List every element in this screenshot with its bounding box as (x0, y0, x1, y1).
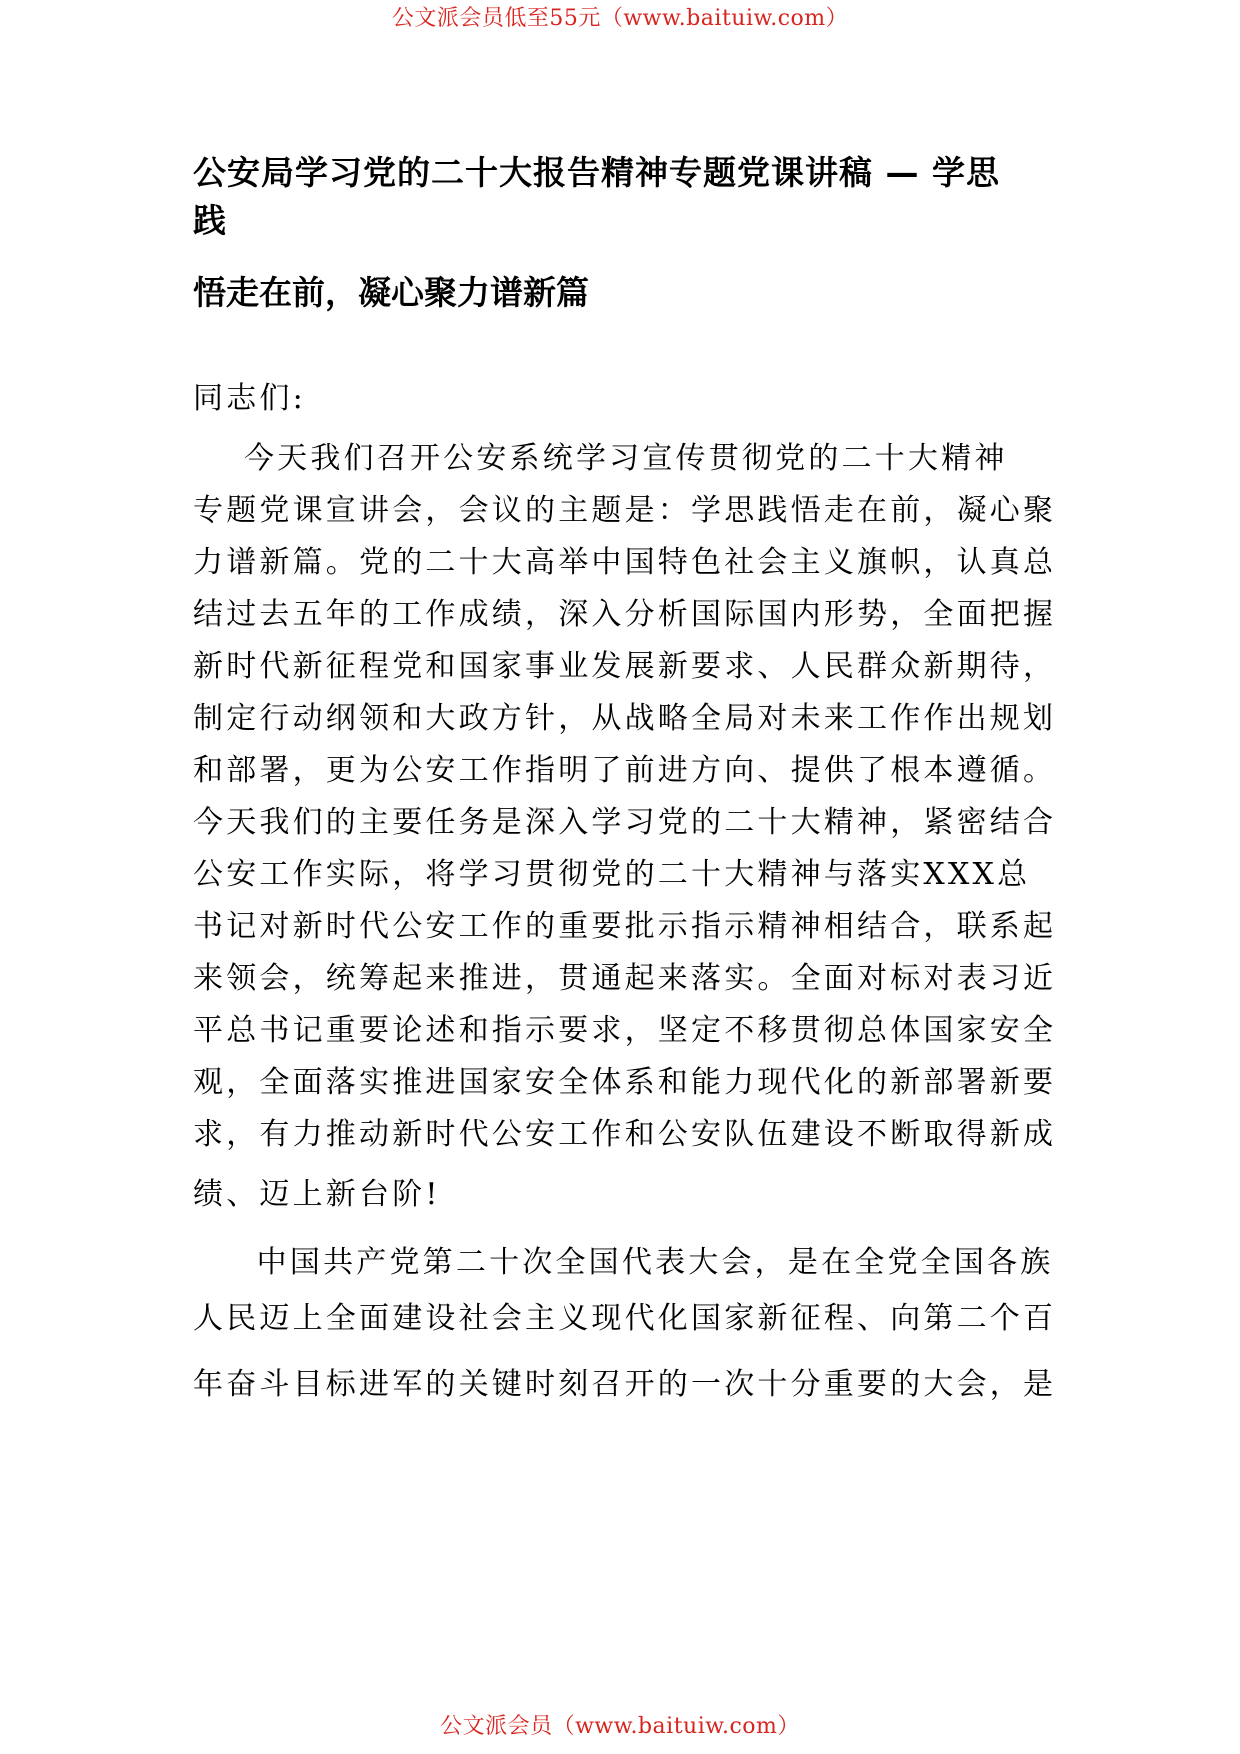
document-title-line-3: 悟走在前，凝心聚力谱新篇 (193, 273, 589, 312)
paragraph-1-line: 结过去五年的工作成绩，深入分析国际国内形势，全面把握 (193, 597, 1057, 632)
paragraph-2-line: 人民迈上全面建设社会主义现代化国家新征程、向第二个百 (193, 1301, 1057, 1336)
document-title-line-2: 践 (193, 201, 226, 240)
paragraph-1-line: 制定行动纲领和大政方针，从战略全局对未来工作作出规划 (193, 701, 1057, 736)
header-banner: 公文派会员低至55元（www.baituiw.com） (391, 6, 849, 31)
paragraph-1-line: 新时代新征程党和国家事业发展新要求、人民群众新期待， (193, 649, 1057, 684)
paragraph-1-line: 书记对新时代公安工作的重要批示指示精神相结合，联系起 (193, 909, 1057, 944)
paragraph-1-line: 专题党课宣讲会，会议的主题是：学思践悟走在前，凝心聚 (193, 493, 1057, 528)
paragraph-1-line: 公安工作实际，将学习贯彻党的二十大精神与落实XXX总 (193, 857, 1031, 892)
paragraph-1-line: 绩、迈上新台阶! (193, 1177, 441, 1212)
greeting: 同志们: (193, 381, 306, 416)
paragraph-1-line: 今天我们召开公安系统学习宣传贯彻党的二十大精神 (193, 441, 1008, 476)
paragraph-2-line: 年奋斗目标进军的关键时刻召开的一次十分重要的大会，是 (193, 1367, 1057, 1402)
paragraph-1-line: 观，全面落实推进国家安全体系和能力现代化的新部署新要 (193, 1065, 1057, 1100)
paragraph-1-line: 今天我们的主要任务是深入学习党的二十大精神，紧密结合 (193, 805, 1057, 840)
footer-banner: 公文派会员（www.baituiw.com） (440, 1714, 800, 1739)
paragraph-2-line: 中国共产党第二十次全国代表大会，是在全党全国各族 (193, 1245, 1054, 1280)
paragraph-1-line: 来领会，统筹起来推进，贯通起来落实。全面对标对表习近 (193, 961, 1057, 996)
paragraph-1-line: 力谱新篇。党的二十大高举中国特色社会主义旗帜，认真总 (193, 545, 1057, 580)
document-title-line-1: 公安局学习党的二十大报告精神专题党课讲稿 — 学思 (193, 153, 1000, 192)
paragraph-1-line: 平总书记重要论述和指示要求，坚定不移贯彻总体国家安全 (193, 1013, 1057, 1048)
paragraph-1-line: 和部署，更为公安工作指明了前进方向、提供了根本遵循。 (193, 753, 1057, 788)
paragraph-1-line: 求，有力推动新时代公安工作和公安队伍建设不断取得新成 (193, 1117, 1057, 1152)
